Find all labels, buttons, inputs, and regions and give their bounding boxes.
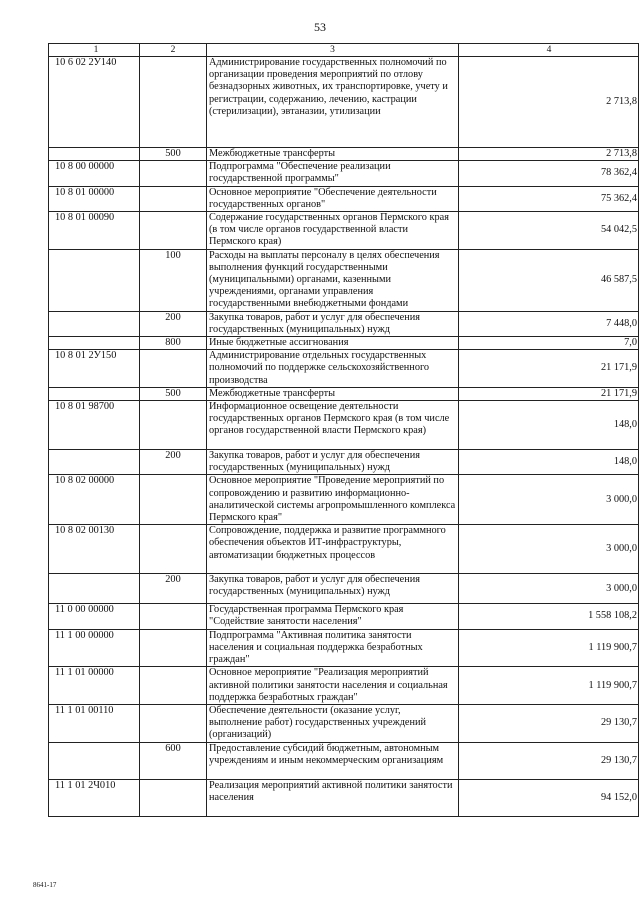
row-amount: 1 119 900,7	[459, 629, 639, 667]
row-expense-type: 200	[140, 311, 207, 336]
table-row	[49, 249, 639, 311]
row-expense-type	[140, 350, 207, 388]
table-row	[49, 161, 639, 186]
row-code: 10 6 02 2У140	[49, 57, 140, 148]
row-expense-type: 100	[140, 249, 207, 311]
row-amount: 148,0	[459, 401, 639, 450]
row-description: Основное мероприятие "Реализация мероприятий активной политики занятости населения и социальная поддержка безработных граждан"	[207, 667, 459, 705]
table-row	[49, 148, 639, 161]
row-description: Закупка товаров, работ и услуг для обеспечения государственных (муниципальных) нужд	[207, 574, 459, 604]
row-code	[49, 337, 140, 350]
row-description: Межбюджетные трансферты	[207, 387, 459, 400]
header-col-3: 3	[207, 44, 459, 57]
row-description: Администрирование государственных полномочий по организации проведения мероприятий по отлову безнадзорных животных, их транспортировке, учету и регистрации, содержанию, лечению, кастрации (стерилизации), эвтаназии, утилизации	[207, 57, 459, 148]
row-amount: 46 587,5	[459, 249, 639, 311]
row-expense-type	[140, 779, 207, 816]
budget-table	[48, 43, 639, 817]
row-amount: 29 130,7	[459, 742, 639, 779]
row-amount: 7,0	[459, 337, 639, 350]
row-code: 11 1 00 00000	[49, 629, 140, 667]
table-row	[49, 742, 639, 779]
table-row	[49, 311, 639, 336]
table-row	[49, 574, 639, 604]
table-row	[49, 350, 639, 388]
table-row	[49, 212, 639, 250]
row-amount: 29 130,7	[459, 704, 639, 742]
row-expense-type	[140, 525, 207, 574]
row-description: Администрирование отдельных государственных полномочий по поддержке сельскохозяйственного производства	[207, 350, 459, 388]
row-description: Закупка товаров, работ и услуг для обеспечения государственных (муниципальных) нужд	[207, 450, 459, 475]
header-col-2: 2	[140, 44, 207, 57]
row-description: Межбюджетные трансферты	[207, 148, 459, 161]
row-expense-type: 600	[140, 742, 207, 779]
row-expense-type	[140, 667, 207, 705]
header-col-1: 1	[49, 44, 140, 57]
row-amount: 94 152,0	[459, 779, 639, 816]
row-expense-type	[140, 704, 207, 742]
row-description: Подпрограмма "Обеспечение реализации государственной программы"	[207, 161, 459, 186]
row-expense-type: 200	[140, 574, 207, 604]
row-amount: 3 000,0	[459, 525, 639, 574]
table-row	[49, 450, 639, 475]
table-row	[49, 401, 639, 450]
row-expense-type	[140, 186, 207, 211]
row-code	[49, 387, 140, 400]
table-row	[49, 629, 639, 667]
row-expense-type: 200	[140, 450, 207, 475]
row-amount: 54 042,5	[459, 212, 639, 250]
row-expense-type: 800	[140, 337, 207, 350]
table-row	[49, 704, 639, 742]
row-description: Содержание государственных органов Пермского края (в том числе органов государственной власти Пермского края)	[207, 212, 459, 250]
row-code: 10 8 01 2У150	[49, 350, 140, 388]
table-row	[49, 337, 639, 350]
row-description: Основное мероприятие "Проведение мероприятий по сопровождению и развитию информационно-аналитической системы агропромышленного комплекса Пермского края"	[207, 475, 459, 525]
row-code: 10 8 01 98700	[49, 401, 140, 450]
row-code: 10 8 00 00000	[49, 161, 140, 186]
row-expense-type: 500	[140, 148, 207, 161]
row-amount: 148,0	[459, 450, 639, 475]
row-amount: 1 119 900,7	[459, 667, 639, 705]
row-code	[49, 742, 140, 779]
row-description: Обеспечение деятельности (оказание услуг, выполнение работ) государственных учреждений (организаций)	[207, 704, 459, 742]
row-amount: 1 558 108,2	[459, 604, 639, 629]
row-amount: 78 362,4	[459, 161, 639, 186]
row-amount: 75 362,4	[459, 186, 639, 211]
row-code: 11 0 00 00000	[49, 604, 140, 629]
row-expense-type: 500	[140, 387, 207, 400]
row-description: Государственная программа Пермского края "Содействие занятости населения"	[207, 604, 459, 629]
row-expense-type	[140, 161, 207, 186]
row-code: 11 1 01 00110	[49, 704, 140, 742]
table-row	[49, 387, 639, 400]
row-code: 11 1 01 2Ч010	[49, 779, 140, 816]
table-row	[49, 475, 639, 525]
table-row	[49, 604, 639, 629]
row-description: Сопровождение, поддержка и развитие программного обеспечения объектов ИТ-инфраструктуры, автоматизации бюджетных процессов	[207, 525, 459, 574]
row-code	[49, 574, 140, 604]
row-code	[49, 148, 140, 161]
header-col-4: 4	[459, 44, 639, 57]
row-code: 10 8 02 00000	[49, 475, 140, 525]
table-row	[49, 779, 639, 816]
row-code: 11 1 01 00000	[49, 667, 140, 705]
table-row	[49, 525, 639, 574]
row-amount: 3 000,0	[459, 574, 639, 604]
row-expense-type	[140, 475, 207, 525]
page-number: 53	[314, 20, 326, 34]
row-description: Предоставление субсидий бюджетным, автономным учреждениям и иным некоммерческим организациям	[207, 742, 459, 779]
row-expense-type	[140, 604, 207, 629]
row-description: Основное мероприятие "Обеспечение деятельности государственных органов"	[207, 186, 459, 211]
row-amount: 7 448,0	[459, 311, 639, 336]
row-code	[49, 450, 140, 475]
row-expense-type	[140, 212, 207, 250]
row-code: 10 8 01 00090	[49, 212, 140, 250]
row-expense-type	[140, 401, 207, 450]
row-amount: 2 713,8	[459, 57, 639, 148]
row-code	[49, 311, 140, 336]
row-description: Иные бюджетные ассигнования	[207, 337, 459, 350]
row-description: Закупка товаров, работ и услуг для обеспечения государственных (муниципальных) нужд	[207, 311, 459, 336]
row-amount: 3 000,0	[459, 475, 639, 525]
table-row	[49, 57, 639, 148]
row-amount: 21 171,9	[459, 387, 639, 400]
header-row	[49, 44, 639, 57]
footer-code: 8641-17	[33, 881, 57, 889]
table-row	[49, 186, 639, 211]
row-expense-type	[140, 57, 207, 148]
row-amount: 2 713,8	[459, 148, 639, 161]
row-code: 10 8 01 00000	[49, 186, 140, 211]
row-expense-type	[140, 629, 207, 667]
row-description: Расходы на выплаты персоналу в целях обеспечения выполнения функций государственными (муниципальными) органами, казенными учреждениями, органами управления государственными внебюджетными фондами	[207, 249, 459, 311]
row-description: Информационное освещение деятельности государственных органов Пермского края (в том числе органов государственной власти Пермского края)	[207, 401, 459, 450]
row-amount: 21 171,9	[459, 350, 639, 388]
row-description: Реализация мероприятий активной политики занятости населения	[207, 779, 459, 816]
row-description: Подпрограмма "Активная политика занятости населения и социальная поддержка безработных граждан"	[207, 629, 459, 667]
row-code	[49, 249, 140, 311]
row-code: 10 8 02 00130	[49, 525, 140, 574]
table-row	[49, 667, 639, 705]
